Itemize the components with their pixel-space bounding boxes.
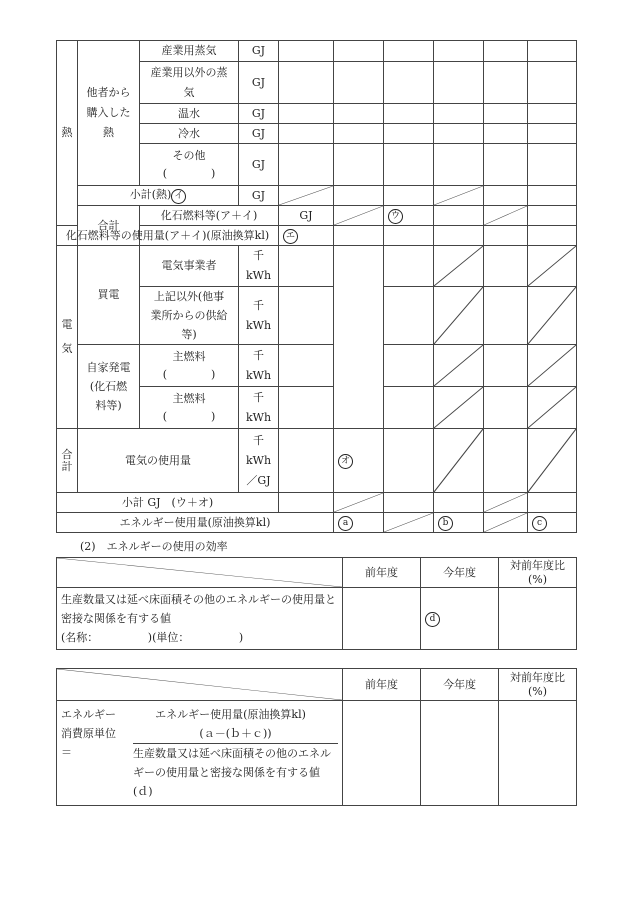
hot-water-label: 温水 — [140, 104, 239, 124]
input-cell[interactable] — [434, 144, 484, 186]
diagonal-cell — [434, 287, 484, 345]
input-cell[interactable] — [334, 226, 384, 246]
unit-cell: GJ — [239, 186, 279, 206]
main-fuel-paren: ( ) — [162, 409, 216, 423]
input-cell[interactable] — [434, 62, 484, 104]
input-cell[interactable] — [484, 62, 528, 104]
unit-cell: 千kWh — [239, 246, 279, 287]
input-cell[interactable] — [484, 387, 528, 429]
mark-c-cell[interactable] — [528, 513, 577, 533]
other-paren: ( ) — [162, 166, 216, 180]
fossil-usage-mark-cell[interactable] — [279, 226, 334, 246]
numerator-formula: (ａ－(ｂ＋ｃ)) — [133, 724, 338, 744]
unit-cell: GJ — [279, 206, 334, 226]
diagonal-cell — [434, 186, 484, 206]
input-cell[interactable] — [421, 701, 499, 806]
input-cell[interactable] — [279, 493, 334, 513]
input-cell[interactable] — [528, 226, 577, 246]
formula-block — [117, 705, 338, 801]
mark-b-cell[interactable] — [434, 513, 484, 533]
subtotal-heat-text: 小計(熱) — [129, 188, 172, 201]
mark-e: エ — [283, 229, 298, 244]
input-cell[interactable] — [484, 429, 528, 493]
diagonal-cell — [434, 246, 484, 287]
related-value-cell — [57, 588, 343, 650]
mark-a: a — [338, 516, 353, 531]
input-cell[interactable] — [334, 144, 384, 186]
efficiency-table — [56, 557, 577, 650]
elec-mark-cell[interactable] — [334, 429, 384, 493]
input-cell[interactable] — [499, 588, 577, 650]
main-fuel-label-2 — [140, 387, 239, 429]
input-cell[interactable] — [528, 62, 577, 104]
denominator: 生産数量又は延べ床面積その他のエネルギーの使用量と密接な関係を有する値(ｄ) — [133, 747, 331, 798]
diagonal-cell — [528, 387, 577, 429]
input-cell[interactable] — [334, 246, 384, 429]
main-fuel-text: 主燃料 — [172, 349, 206, 363]
self-generation-label: 自家発電(化石燃料等) — [78, 345, 140, 429]
input-cell[interactable] — [484, 144, 528, 186]
mark-b: b — [438, 516, 453, 531]
input-cell[interactable] — [384, 104, 434, 124]
input-cell[interactable] — [384, 493, 434, 513]
diagonal-cell — [279, 186, 334, 206]
diagonal-cell — [528, 429, 577, 493]
input-cell[interactable] — [434, 226, 484, 246]
input-cell[interactable] — [484, 104, 528, 124]
input-cell[interactable] — [384, 287, 434, 345]
input-cell[interactable] — [384, 246, 434, 287]
diagonal-cell — [528, 246, 577, 287]
heat-label: 熱 — [57, 41, 78, 226]
diagonal-cell — [334, 493, 384, 513]
fossil-usage-label: 化石燃料等の使用量(ア＋イ)(原油換算kl) — [57, 226, 279, 246]
input-cell[interactable] — [528, 124, 577, 144]
input-cell[interactable] — [384, 144, 434, 186]
diagonal-cell — [334, 206, 384, 226]
input-cell[interactable] — [334, 41, 384, 62]
input-cell[interactable] — [334, 186, 384, 206]
unit-cell: GJ — [239, 144, 279, 186]
ratio-header: 対前年度比(%) — [499, 558, 577, 588]
input-cell[interactable] — [384, 429, 434, 493]
input-cell[interactable] — [499, 701, 577, 806]
industrial-steam-label: 産業用蒸気 — [140, 41, 239, 62]
intensity-label-block — [61, 705, 117, 801]
input-cell[interactable] — [279, 387, 334, 429]
input-cell[interactable] — [279, 104, 334, 124]
main-fuel-label — [140, 345, 239, 387]
input-cell[interactable] — [279, 287, 334, 345]
other-supply-label: 上記以外(他事業所からの供給等) — [140, 287, 239, 345]
mark-u: ウ — [388, 209, 403, 224]
prev-year-header: 前年度 — [343, 558, 421, 588]
input-cell[interactable] — [528, 41, 577, 62]
input-cell[interactable] — [484, 41, 528, 62]
input-cell[interactable] — [484, 345, 528, 387]
input-cell[interactable] — [384, 41, 434, 62]
diagonal-cell — [484, 206, 528, 226]
input-cell[interactable] — [528, 206, 577, 226]
input-cell[interactable] — [343, 701, 421, 806]
input-cell[interactable] — [334, 62, 384, 104]
intensity-table — [56, 668, 577, 806]
fossil-fuel-label: 化石燃料等(ア＋イ) — [140, 206, 279, 226]
prev-year-header: 前年度 — [343, 669, 421, 701]
unit-cell: GJ — [239, 124, 279, 144]
input-cell[interactable] — [343, 588, 421, 650]
input-cell[interactable] — [528, 144, 577, 186]
name-unit-line: (名称： )(単位： ) — [61, 631, 244, 644]
unit-cell: 千kWh／GJ — [239, 429, 279, 493]
input-cell[interactable] — [484, 287, 528, 345]
input-cell[interactable] — [528, 493, 577, 513]
input-cell[interactable] — [484, 186, 528, 206]
input-cell[interactable] — [434, 124, 484, 144]
energy-usage-table — [56, 40, 577, 533]
equals-sign: ＝ — [61, 746, 72, 759]
input-cell[interactable] — [384, 62, 434, 104]
input-cell[interactable] — [279, 62, 334, 104]
input-cell[interactable] — [434, 104, 484, 124]
main-fuel-text: 主燃料 — [172, 391, 206, 405]
mark-i: イ — [171, 189, 186, 204]
mark-d-cell[interactable] — [421, 588, 499, 650]
diagonal-cell — [384, 513, 434, 533]
input-cell[interactable] — [279, 41, 334, 62]
cold-water-label: 冷水 — [140, 124, 239, 144]
related-value-desc: 生産数量又は延べ床面積その他のエネルギーの使用量と密接な関係を有する値 — [61, 593, 336, 625]
input-cell[interactable] — [384, 186, 434, 206]
unit-cell: GJ — [239, 41, 279, 62]
subtotal-heat-label — [78, 186, 239, 206]
ratio-header: 対前年度比(%) — [499, 669, 577, 701]
input-cell[interactable] — [484, 246, 528, 287]
mark-c: c — [532, 516, 547, 531]
energy-usage-label: エネルギー使用量(原油換算kl) — [57, 513, 334, 533]
input-cell[interactable] — [334, 104, 384, 124]
unit-cell: 千kWh — [239, 287, 279, 345]
this-year-header: 今年度 — [421, 669, 499, 701]
total-label: 合計 — [78, 206, 140, 246]
intensity-label: エネルギー消費原単位 — [61, 708, 116, 740]
input-cell[interactable] — [434, 206, 484, 226]
mark-d: d — [425, 612, 440, 627]
mark-a-cell[interactable] — [334, 513, 384, 533]
input-cell[interactable] — [384, 387, 434, 429]
diagonal-cell — [484, 513, 528, 533]
main-fuel-paren: ( ) — [162, 367, 216, 381]
input-cell[interactable] — [279, 429, 334, 493]
unit-cell: 千kWh — [239, 387, 279, 429]
unit-cell: GJ — [239, 104, 279, 124]
header-diagonal-cell — [57, 558, 343, 588]
diagonal-cell — [434, 345, 484, 387]
input-cell[interactable] — [484, 124, 528, 144]
input-cell[interactable] — [434, 41, 484, 62]
unit-cell: GJ — [239, 62, 279, 104]
input-cell[interactable] — [384, 124, 434, 144]
diagonal-cell — [528, 345, 577, 387]
diagonal-cell — [434, 429, 484, 493]
input-cell[interactable] — [384, 226, 434, 246]
intensity-formula-cell — [57, 701, 343, 806]
header-diagonal-cell — [57, 669, 343, 701]
unit-cell: 千kWh — [239, 345, 279, 387]
input-cell[interactable] — [528, 104, 577, 124]
input-cell[interactable] — [434, 493, 484, 513]
input-cell[interactable] — [334, 124, 384, 144]
fossil-mark-cell[interactable] — [384, 206, 434, 226]
other-steam-label: 産業用以外の蒸気 — [140, 62, 239, 104]
mark-o: オ — [338, 454, 353, 469]
input-cell[interactable] — [528, 186, 577, 206]
diagonal-cell — [484, 493, 528, 513]
input-cell[interactable] — [279, 246, 334, 287]
total-label: 合計 — [57, 429, 78, 493]
diagonal-cell — [434, 387, 484, 429]
input-cell[interactable] — [279, 124, 334, 144]
input-cell[interactable] — [279, 144, 334, 186]
input-cell[interactable] — [384, 345, 434, 387]
this-year-header: 今年度 — [421, 558, 499, 588]
subtotal-gj-label: 小計 GJ (ウ＋オ) — [57, 493, 279, 513]
electricity-label: 電気 — [57, 246, 78, 429]
other-heat-label — [140, 144, 239, 186]
elec-usage-label: 電気の使用量 — [78, 429, 239, 493]
input-cell[interactable] — [484, 226, 528, 246]
numerator: エネルギー使用量(原油換算kl) — [155, 708, 306, 721]
section-title: (2) エネルギーの使用の効率 — [80, 540, 228, 553]
utility-label: 電気事業者 — [140, 246, 239, 287]
other-label: その他 — [172, 148, 206, 162]
purchased-heat-label: 他者から購入した熱 — [78, 41, 140, 186]
input-cell[interactable] — [279, 345, 334, 387]
diagonal-cell — [528, 287, 577, 345]
purchased-power-label: 買電 — [78, 246, 140, 345]
